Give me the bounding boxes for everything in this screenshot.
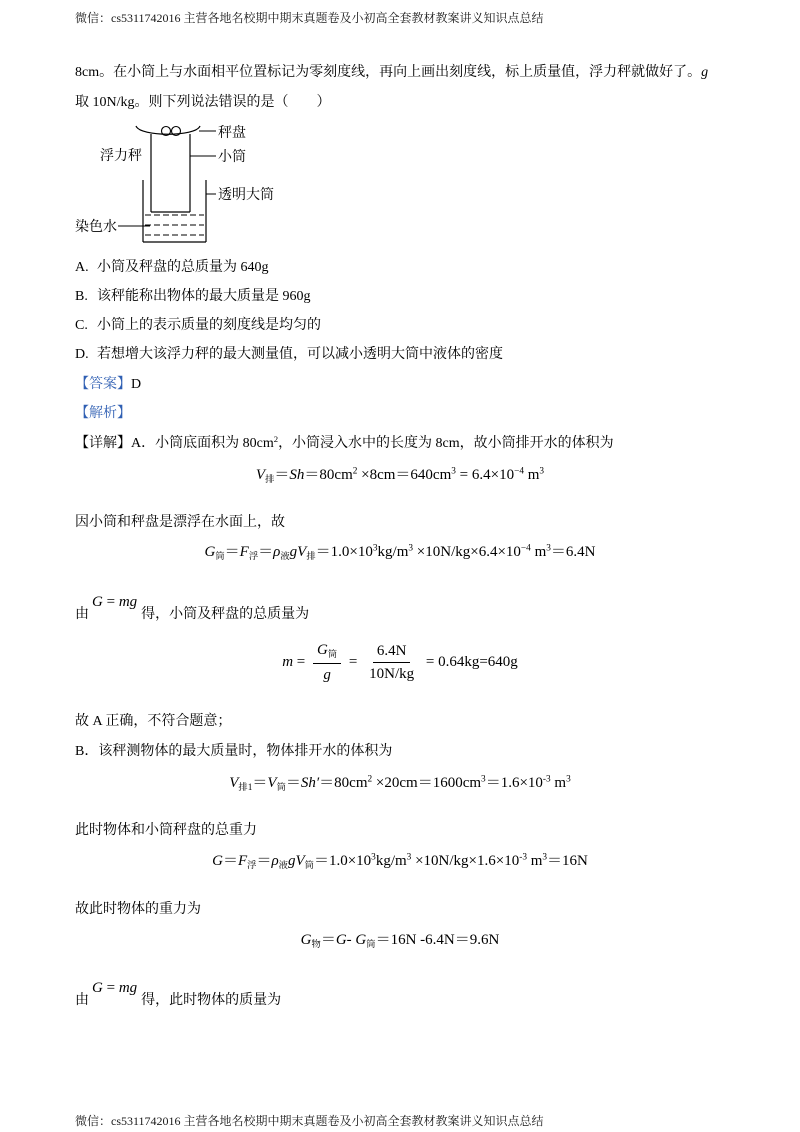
text-run: ＝	[224, 544, 240, 560]
option-text: 若想增大该浮力秤的最大测量值，可以减小透明大筒中液体的密度	[97, 347, 503, 362]
scale-label: 浮力秤	[100, 149, 142, 164]
text-run: ×20cm＝1600cm	[372, 775, 482, 791]
answer-line	[75, 375, 141, 395]
subscript: 液	[280, 551, 290, 562]
superscript: 3	[451, 466, 456, 477]
subscript: 物	[311, 939, 321, 950]
object-weight-lead: 故此时物体的重力为	[75, 902, 201, 917]
math-variable: G	[204, 544, 216, 560]
subscript: 筒	[327, 650, 338, 661]
option-b	[75, 287, 311, 307]
numerator: 6.4N	[373, 642, 411, 663]
option-text: 小筒上的表示质量的刻度线是均匀的	[97, 318, 321, 333]
superscript: −4	[514, 466, 524, 477]
text-run: ＝	[274, 467, 290, 483]
subscript: 排1	[238, 782, 253, 793]
formula-tube-weight	[0, 540, 800, 564]
superscript: 3	[372, 543, 378, 554]
text-run: ＝6.4N	[550, 544, 596, 560]
detail-intro	[131, 433, 614, 451]
text-run: ×10N/kg×1.6×10	[411, 853, 520, 869]
text-run: m	[524, 467, 540, 483]
formula-max-volume	[0, 771, 800, 795]
text-run: ＝1.0×10	[315, 544, 373, 560]
math-variable: G	[335, 932, 347, 948]
superscript: 3	[542, 852, 548, 863]
denominator	[319, 664, 335, 684]
mass-lhs	[282, 654, 305, 670]
answer-tag: 【答案】	[75, 377, 131, 392]
subscript: 排	[306, 551, 316, 562]
superscript: -3	[542, 774, 551, 785]
text-run: ＝	[258, 544, 274, 560]
superscript: 2	[273, 433, 279, 444]
text-run: A．小筒底面积为 80cm	[131, 436, 274, 451]
math-variable: gV	[289, 544, 307, 560]
analysis-tag: 【解析】	[75, 406, 131, 421]
option-a	[75, 258, 269, 278]
text-run: ，小筒浸入水中的长度为 8cm，故小筒排开水的体积为	[278, 436, 614, 451]
math-variable: F	[239, 544, 249, 560]
page-footer: 微信：cs5311742016 主营各地名校期中期末真题卷及小初高全套教材教案讲义知识点总结	[75, 1114, 544, 1128]
option-d	[75, 345, 503, 365]
formula-tube-mass	[0, 641, 800, 684]
analysis-line	[75, 404, 131, 424]
subscript: 浮	[247, 860, 257, 871]
text-run: ＝16N	[547, 853, 588, 869]
math-variable: Sh′	[300, 775, 320, 791]
formula-object-weight	[0, 928, 800, 952]
math-variable: V	[255, 467, 266, 483]
inline-equation	[92, 980, 137, 996]
lead-suffix: 得，此时物体的质量为	[141, 993, 282, 1008]
math-variable: g	[323, 666, 331, 683]
option-letter: A.	[75, 260, 89, 275]
superscript: 3	[406, 852, 412, 863]
big-tube-label: 透明大筒	[218, 188, 274, 203]
text-run: ＝	[320, 932, 336, 948]
intro-b: B．该秤测物体的最大质量时，物体排开水的体积为	[75, 744, 393, 759]
answer-value: D	[131, 377, 142, 392]
math-variable: g	[701, 65, 709, 80]
math-variable: V	[229, 775, 239, 791]
detail-tag: 【详解】	[75, 436, 131, 451]
math-variable: G	[92, 594, 103, 610]
subscript: 筒	[366, 939, 376, 950]
text-run: =	[102, 980, 119, 996]
text-run: ＝	[285, 775, 301, 791]
detail-line	[75, 434, 614, 454]
text-run: ×10N/kg×6.4×10	[413, 544, 521, 560]
text-run: -	[346, 932, 356, 948]
page-header: 微信：cs5311742016 主营各地名校期中期末真题卷及小初高全套教材教案讲义知识点总结	[75, 11, 544, 25]
text-run: ＝	[222, 853, 238, 869]
option-text: 小筒及秤盘的总质量为 640g	[97, 260, 269, 275]
text-run: ＝1.6×10	[485, 775, 543, 791]
text-run: ×8cm＝640cm	[357, 467, 452, 483]
text-run: kg/m	[375, 853, 407, 869]
mass-lead-b	[75, 980, 282, 1011]
text-run: m	[550, 775, 567, 791]
subscript: 排	[265, 474, 275, 485]
option-text: 该秤能称出物体的最大质量是 960g	[97, 289, 311, 304]
question-line-1	[75, 63, 708, 83]
math-variable: G	[300, 932, 312, 948]
option-letter: C.	[75, 318, 88, 333]
text-run: kg/m	[377, 544, 409, 560]
mass-lead-a	[75, 594, 310, 625]
mass-rhs: = 0.64kg=640g	[425, 654, 518, 670]
option-c	[75, 316, 321, 336]
text-run: =	[293, 654, 306, 670]
superscript: −4	[520, 543, 531, 554]
math-variable: G	[212, 853, 223, 869]
lead-suffix: 得，小筒及秤盘的总质量为	[141, 607, 310, 622]
subscript: 筒	[304, 860, 314, 871]
text-run: m	[530, 544, 547, 560]
text-run: 8cm。在小筒上与水面相平位置标记为零刻度线，再向上画出刻度线，标上质量值，浮力秤就做好了。	[75, 65, 702, 80]
text-run: ＝80cm	[319, 775, 368, 791]
superscript: 3	[481, 774, 486, 785]
text-run: m	[526, 853, 543, 869]
buoyancy-scale-figure	[60, 118, 300, 250]
small-tube-label: 小筒	[218, 150, 246, 165]
text-run: ＝16N -6.4N＝9.6N	[375, 932, 500, 948]
superscript: 3	[546, 543, 551, 554]
text-run: ＝	[256, 853, 272, 869]
text-run: ＝80cm	[304, 467, 353, 483]
math-variable: Sh	[289, 467, 305, 483]
superscript: 3	[566, 774, 571, 785]
math-variable: G	[355, 932, 367, 948]
option-letter: B.	[75, 289, 88, 304]
subscript: 浮	[248, 551, 259, 562]
float-statement: 因小筒和秤盘是漂浮在水面上，故	[75, 515, 285, 530]
math-variable: gV	[287, 853, 305, 869]
conclusion-a: 故 A 正确，不符合题意；	[75, 714, 232, 729]
math-variable: ρ	[273, 544, 281, 560]
superscript: -3	[519, 852, 527, 863]
formula-total-weight	[0, 849, 800, 873]
superscript: 3	[408, 543, 414, 554]
text-run: ＝	[252, 775, 268, 791]
superscript: 3	[371, 852, 376, 863]
lead-prefix: 由	[75, 993, 89, 1008]
pan-label: 秤盘	[218, 126, 246, 141]
superscript: 2	[367, 774, 373, 785]
math-variable: m	[282, 654, 294, 670]
option-letter: D.	[75, 347, 89, 362]
total-weight-lead: 此时物体和小筒秤盘的总重力	[75, 823, 257, 838]
inline-equation	[92, 594, 137, 610]
water-label: 染色水	[75, 220, 117, 235]
formula-displaced-volume	[0, 463, 800, 487]
math-variable: V	[267, 775, 277, 791]
subscript: 筒	[276, 782, 286, 793]
math-variable: mg	[118, 980, 138, 996]
question-line-2: 取 10N/kg。则下列说法错误的是（ ）	[75, 95, 331, 110]
math-variable: G	[317, 642, 328, 659]
text-run: = 6.4×10	[455, 467, 515, 483]
math-variable: F	[237, 853, 248, 869]
text-run: ＝1.0×10	[313, 853, 372, 869]
subscript: 筒	[215, 551, 225, 562]
denominator: 10N/kg	[369, 666, 415, 683]
fraction	[365, 642, 418, 683]
math-variable: mg	[118, 594, 138, 610]
superscript: 3	[539, 466, 545, 477]
fraction	[313, 641, 341, 683]
subscript: 液	[278, 860, 288, 871]
equals-sign: =	[348, 654, 358, 670]
numerator	[313, 641, 341, 663]
superscript: 2	[352, 466, 358, 477]
lead-prefix: 由	[75, 607, 89, 622]
math-variable: ρ	[271, 853, 279, 869]
text-run: =	[102, 594, 119, 610]
math-variable: G	[92, 980, 103, 996]
